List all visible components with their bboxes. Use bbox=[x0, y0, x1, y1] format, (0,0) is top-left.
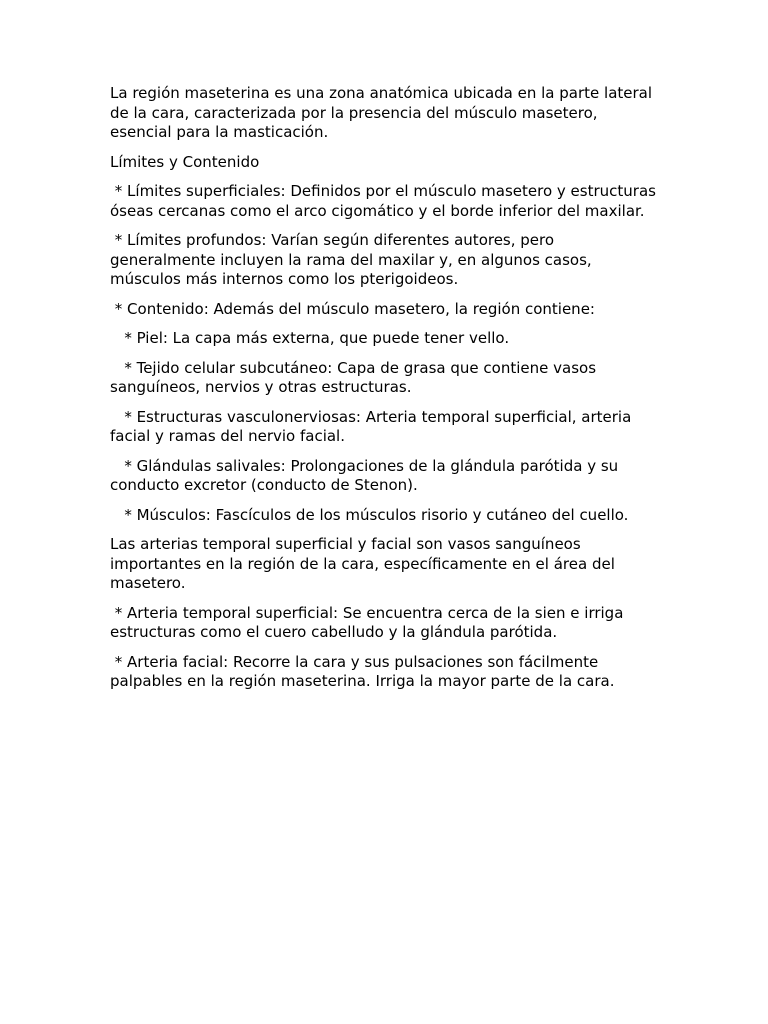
sub-list-item: * Músculos: Fascículos de los músculos risorio y cutáneo del cuello. bbox=[110, 505, 629, 524]
list-item: * Límites profundos: Varían según diferentes autores, pero generalmente incluyen la rama del maxilar y, en algunos casos, músculos más internos como los pterigoideos. bbox=[110, 231, 597, 288]
sub-list-item: * Tejido celular subcutáneo: Capa de grasa que contiene vasos sanguíneos, nervios y otras estructuras. bbox=[110, 358, 601, 396]
sub-list-item: * Piel: La capa más externa, que puede tener vello. bbox=[110, 329, 510, 347]
list-item: * Contenido: Además del músculo masetero, la región contiene: bbox=[110, 299, 595, 318]
sub-list-item: * Glándulas salivales: Prolongaciones de la glándula parótida y su conducto excretor (conducto de Stenon). bbox=[110, 456, 623, 494]
list-item: * Arteria facial: Recorre la cara y sus pulsaciones son fácilmente palpables en la región maseterina. Irriga la mayor parte de la cara. bbox=[110, 652, 615, 690]
section-heading: Límites y Contenido bbox=[110, 152, 260, 171]
intro-paragraph: La región maseterina es una zona anatómica ubicada en la parte lateral de la cara, caracterizada por la presencia del músculo masetero, esencial para la masticación. bbox=[110, 84, 657, 141]
list-item: * Arteria temporal superficial: Se encuentra cerca de la sien e irriga estructuras como el cuero cabelludo y la glándula parótida. bbox=[110, 603, 629, 641]
arteries-paragraph: Las arterias temporal superficial y facial son vasos sanguíneos importantes en la región de la cara, específicamente en el área del masetero. bbox=[110, 535, 620, 592]
document-body bbox=[110, 84, 661, 702]
list-item: * Límites superficiales: Definidos por el músculo masetero y estructuras óseas cercanas como el arco cigomático y el borde inferior del maxilar. bbox=[110, 182, 661, 220]
sub-list-item: * Estructuras vasculonerviosas: Arteria temporal superficial, arteria facial y ramas del nervio facial. bbox=[110, 407, 637, 445]
